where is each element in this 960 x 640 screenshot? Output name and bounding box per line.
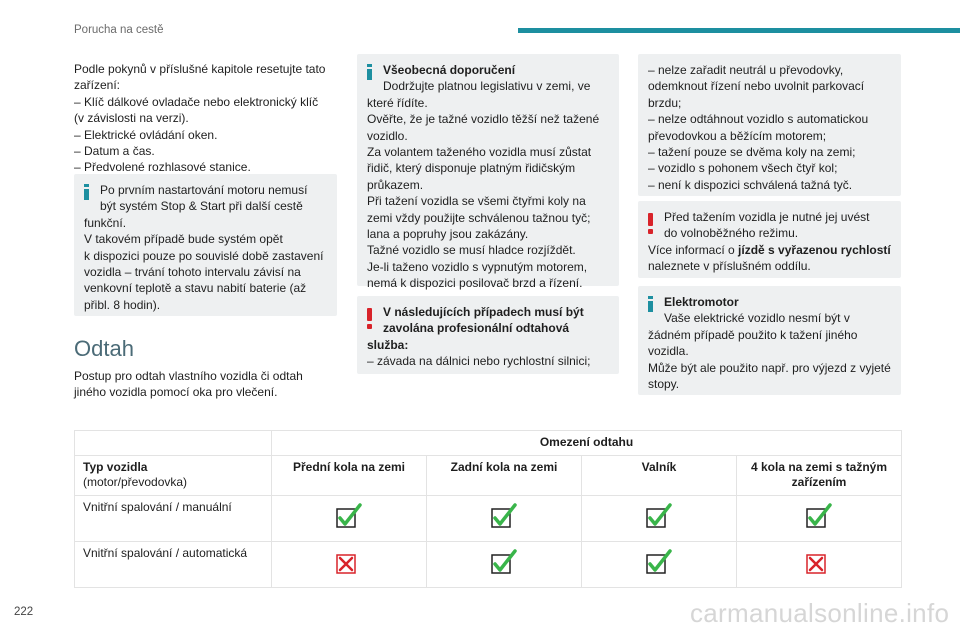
column-header: Valník [582,455,737,495]
info-title: Všeobecná doporučení [383,63,516,77]
info-line: Je-li taženo vozidlo s vypnutým motorem, [367,259,588,274]
heading-text-line: jiného vozidla pomocí oka pro vlečení. [74,385,278,400]
cross-icon [805,564,833,578]
warning-continuation [638,54,901,196]
info-box-electric [638,286,901,395]
info-line: vozidlo. [367,128,408,143]
warning-title: zavolána profesionální odtahová [383,321,570,336]
info-line: přibl. 8 hodin). [84,297,161,312]
warning-line: do volnoběžného režimu. [664,226,799,241]
info-line: které řídíte. [367,95,428,110]
table-cell [272,495,427,541]
cont-line: – tažení pouze se dvěma koly na zemi; [648,145,856,160]
row-header: Typ vozidla (motor/převodovka) [75,455,272,495]
cont-line: – nelze odtáhnout vozidlo s automatickou [648,112,869,127]
table-title: Omezení odtahu [272,431,902,456]
page-number: 222 [14,606,34,618]
info-line: být systém Stop & Start při další cestě [100,199,303,214]
cont-line: – nelze zařadit neutrál u převodovky, [648,63,844,77]
warning-box-neutral [638,201,901,278]
info-line: venkovní teplotě a stavu nabití baterie (až [84,281,307,296]
intro-line: Podle pokynů v příslušné kapitole resetujte tato [74,62,326,76]
column-header: Přední kola na zemi [272,455,427,495]
info-line: vozidla – trvání tohoto intervalu závisí na [84,265,301,280]
info-line: k dispozici pouze po souvislé době zastavení [84,248,324,263]
info-icon [647,296,654,314]
warning-line: – závada na dálnici nebo rychlostní silnici; [367,354,591,369]
info-line: Ověřte, že je tažné vozidlo těžší než tažené [367,112,600,127]
table-cell [272,541,427,587]
table-cell [427,541,582,587]
warning-title: služba: [367,337,409,352]
cont-line: odemknout řízení nebo uvolnit parkovací [648,79,865,94]
warning-icon [365,308,375,330]
intro-line: – Elektrické ovládání oken. [74,127,218,142]
table-row [75,495,902,541]
info-line: Může být ale použito např. pro výjezd z vyjeté [648,360,891,375]
table-cell [582,495,737,541]
info-line: funkční. [84,215,127,230]
info-line: Vaše elektrické vozidlo nesmí být v [664,311,850,326]
towing-table [74,430,902,588]
table-cell [427,495,582,541]
intro-line: (v závislosti na verzi). [74,111,189,126]
cont-line: – není k dispozici schválená tažná tyč. [648,177,853,192]
info-box-general [357,54,619,291]
info-line: řidič, který disponuje platným řidičským [367,161,576,176]
warning-box-professional [357,296,619,374]
table-cell [737,541,902,587]
watermark: carmanualsonline.info [690,598,950,628]
check-icon [335,518,363,532]
heading-text [74,368,336,401]
warning-more: Více informací o jízdě s vyřazenou rychlostí [648,242,891,257]
section-heading: Odtah [74,336,134,361]
warning-line: Před tažením vozidla je nutné jej uvést [664,210,870,224]
intro-line: zařízení: [74,78,121,93]
intro-text [74,61,336,176]
table-cell [582,541,737,587]
warning-icon [646,213,656,235]
check-icon [645,518,673,532]
column-header: 4 kola na zemi s tažným zařízením [737,455,902,495]
info-box-stop-start [74,174,337,316]
table-row [75,541,902,587]
info-line: žádném případě použito k tažení jiného [648,327,858,342]
warning-title: V následujících případech musí být [383,305,584,319]
table-cell [737,495,902,541]
table-corner [75,431,272,456]
info-line: Při tažení vozidla se všemi čtyřmi koly na [367,194,586,209]
check-icon [490,564,518,578]
info-icon [366,64,373,82]
info-line: Za volantem taženého vozidla musí zůstat [367,145,592,160]
header-accent-bar [518,28,960,33]
heading-text-line: Postup pro odtah vlastního vozidla či odtah [74,369,303,383]
check-icon [645,564,673,578]
warning-line: naleznete v příslušném oddílu. [648,259,811,274]
section-title: Porucha na cestě [74,24,164,36]
info-line: Po prvním nastartování motoru nemusí [100,183,308,197]
info-line: lana a popruhy jsou zakázány. [367,227,529,242]
info-line: zemi vždy použijte schválenou tažnou tyč; [367,210,591,225]
check-icon [805,518,833,532]
row-label: Vnitřní spalování / automatická [75,541,272,587]
intro-line: – Předvolené rozhlasové stanice. [74,160,251,175]
info-line: Tažné vozidlo se musí hladce rozjíždět. [367,243,576,258]
column-header: Zadní kola na zemi [427,455,582,495]
cross-reference: jízdě s vyřazenou rychlostí [738,242,891,257]
info-line: Dodržujte platnou legislativu v zemi, ve [383,79,591,94]
info-line: nemá k dispozici posilovač brzd a řízení. [367,276,583,291]
cont-line: brzdu; [648,95,682,110]
cross-icon [335,564,363,578]
info-line: V takovém případě bude systém opět [84,232,283,247]
info-line: průkazem. [367,177,424,192]
check-icon [490,518,518,532]
intro-line: – Datum a čas. [74,144,155,159]
info-title: Elektromotor [664,295,739,309]
cont-line: převodovkou a běžícím motorem; [648,128,827,143]
intro-line: – Klíč dálkové ovladače nebo elektronický klíč [74,94,319,109]
info-line: vozidla. [648,344,689,359]
cont-line: – vozidlo s pohonem všech čtyř kol; [648,161,838,176]
info-line: stopy. [648,377,680,392]
row-label: Vnitřní spalování / manuální [75,495,272,541]
info-icon [83,184,90,202]
